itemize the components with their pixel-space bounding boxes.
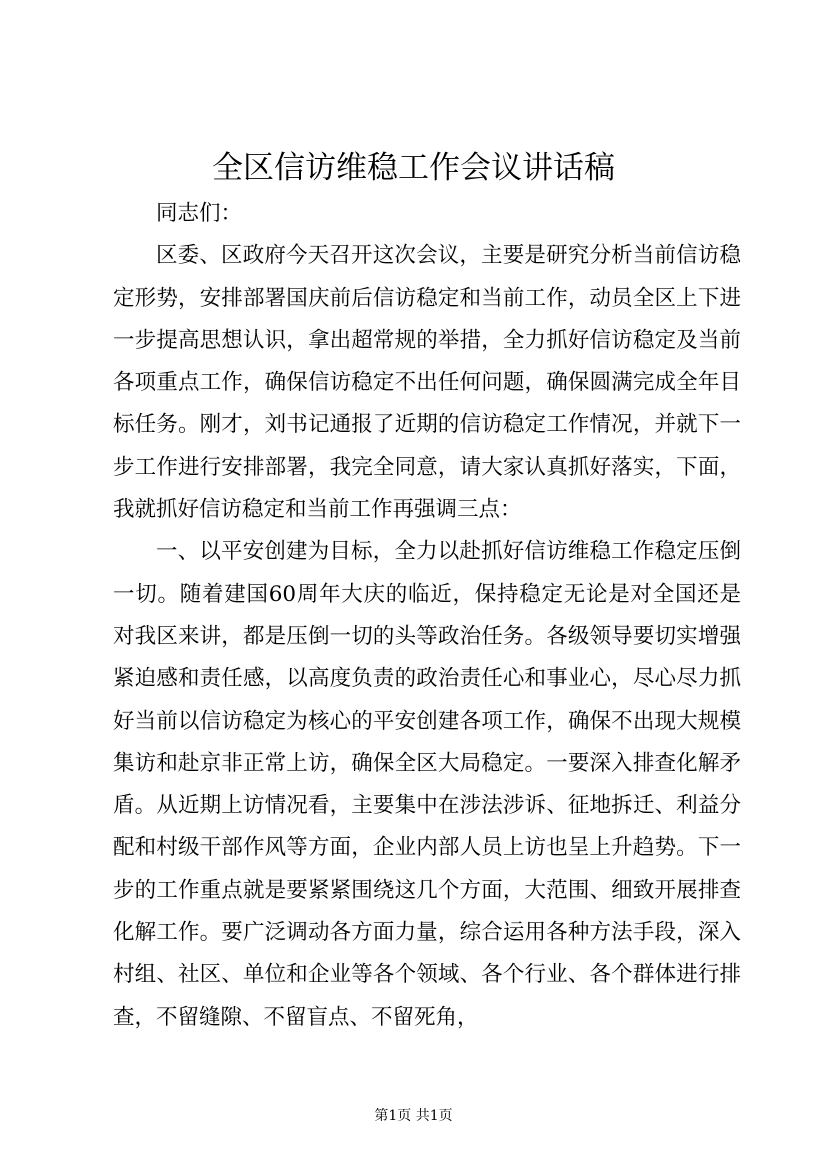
paragraph-intro: 区委、区政府今天召开这次会议，主要是研究分析当前信访稳定形势，安排部署国庆前后信访稳定和当前工作，动员全区上下进一步提高思想认识，拿出超常规的举措，全力抓好信访稳定及当前各项重点工作，确保信访稳定不出任何问题，确保圆满完成全年目标任务。刚才，刘书记通报了近期的信访稳定工作情况，并就下一步工作进行安排部署，我完全同意，请大家认真抓好落实，下面，我就抓好信访稳定和当前工作再强调三点： — [113, 243, 741, 523]
document-body — [113, 193, 741, 1039]
paragraph-section-one: 一、以平安创建为目标，全力以赴抓好信访维稳工作稳定压倒一切。随着建国60周年大庆的临近，保持稳定无论是对全国还是对我区来讲，都是压倒一切的头等政治任务。各级领导要切实增强紧迫感和责任感，以高度负责的政治责任心和事业心，尽心尽力抓好当前以信访稳定为核心的平安创建各项工作，确保不出现大规模集访和赴京非正常上访，确保全区大局稳定。一要深入排查化解矛盾。从近期上访情况看，主要集中在涉法涉诉、征地拆迁、利益分配和村级干部作风等方面，企业内部人员上访也呈上升趋势。下一步的工作重点就是要紧紧围绕这几个方面，大范围、细致开展排查化解工作。要广泛调动各方面力量，综合运用各种方法手段，深入村组、社区、单位和企业等各个领域、各个行业、各个群体进行排查，不留缝隙、不留盲点、不留死角， — [113, 539, 741, 1030]
page-footer: 第1页 共1页 — [374, 1108, 453, 1124]
document-title: 全区信访维稳工作会议讲话稿 — [212, 150, 615, 186]
salutation: 同志们： — [156, 201, 243, 226]
